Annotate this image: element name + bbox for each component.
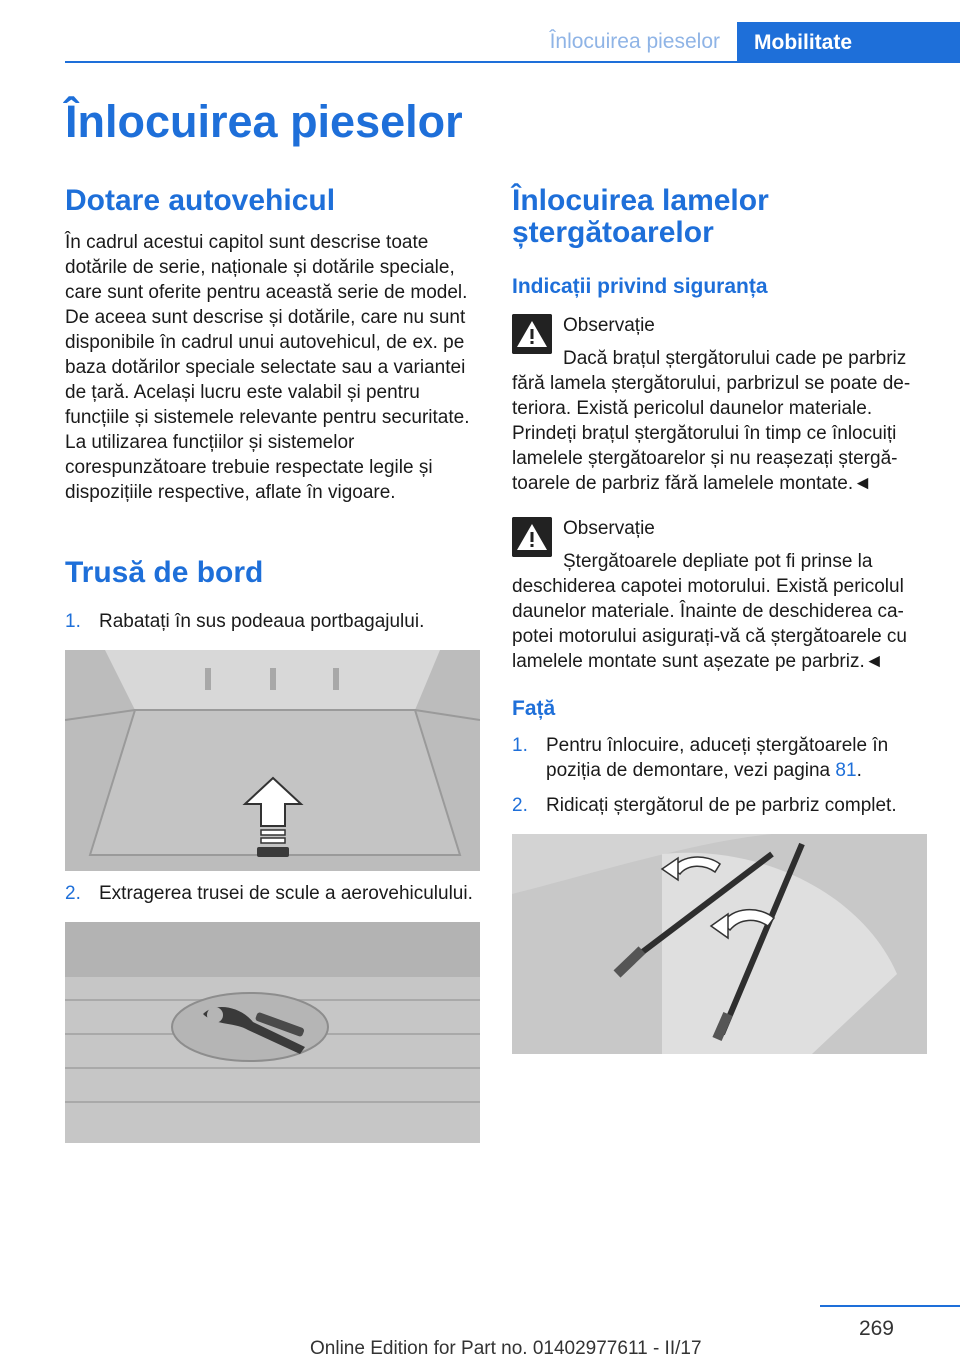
warning-block: [512, 313, 927, 496]
front-heading: Față: [512, 697, 556, 720]
page-link[interactable]: 81: [835, 760, 857, 781]
list-item: [65, 881, 480, 906]
page-title: Înlocuirea pieselor: [65, 96, 463, 147]
toolkit-image: [65, 922, 480, 1143]
toolkit-steps: [65, 609, 480, 634]
safety-heading: Indicații privind siguranța: [512, 275, 768, 298]
header-chapter-tab[interactable]: Mobilitate: [737, 22, 960, 62]
equipment-body: În cadrul acestui capitol sunt descrise toate dotările de serie, naționale și dotările speciale, care sunt oferite pentru această serie de model. De aceea sunt descrise și dotările, care nu sunt disponibile în cadrul unui autovehicul, de ex. pe baza dotărilor speciale selectate sau a variantei de țară. Același lucru este valabil și pentru funcțiile și sistemele relevante pentru securitate. La utilizarea funcțiilor și sistemelor corespunzătoare trebuie respectate legile și dispozițiile respective, aflate în vigoare.: [65, 232, 470, 503]
warning-icon: [512, 314, 552, 354]
list-number: 1.: [65, 611, 81, 632]
warning-title: Observație: [563, 518, 655, 539]
footer-rule: [820, 1305, 960, 1307]
list-number: 1.: [512, 735, 528, 756]
equipment-heading: Dotare autovehicul: [65, 184, 336, 217]
list-item: [65, 609, 480, 634]
left-column: [65, 180, 480, 1143]
list-number: 2.: [512, 795, 528, 816]
toolkit-steps-2: [65, 881, 480, 906]
trunk-floor-image: [65, 650, 480, 871]
front-steps: [512, 733, 927, 818]
header-section-label: Înlocuirea pieselor: [549, 30, 720, 53]
list-text: Ridicați ștergătorul de pe parbriz complet.: [546, 795, 897, 816]
warning-text: fără lamela ștergătorului, parbrizul se poate deteriora. Există pericolul daunelor materiale. Prindeți brațul ștergătorului în timp ce înlocuiți lamelele ștergătoarelor și nu reașezați ștergătoarele de parbriz fără lamelele montate.◄: [512, 373, 911, 494]
warning-text: deschiderea capotei motorului. Există pericolul daunelor materiale. Înainte de deschiderea capotei motorului asigurați-vă că ștergătoarele cu lamelele montate sunt așezate pe parbriz.◄: [512, 576, 907, 672]
list-text: Pentru înlocuire, aduceți ștergătoarele în poziția de demontare, vezi pagina: [546, 735, 889, 781]
page-number: 269: [858, 1317, 894, 1340]
warning-icon: [512, 517, 552, 557]
list-text: Rabatați în sus podeaua portbagajului.: [99, 611, 425, 632]
right-column: [512, 180, 927, 1054]
header-rule: [65, 61, 960, 63]
warning-title: Observație: [563, 315, 655, 336]
warning-lead: Ștergătoarele depliate pot fi prinse la: [563, 551, 873, 572]
footer-edition: Online Edition for Part no. 01402977611 - II/17: [310, 1338, 702, 1359]
toolkit-heading: Trusă de bord: [65, 556, 264, 589]
wiper-arms-image: [512, 834, 927, 1054]
list-text: Extragerea trusei de scule a aerovehiculului.: [99, 883, 473, 904]
list-text-tail: .: [856, 760, 862, 781]
list-number: 2.: [65, 883, 81, 904]
list-item: [512, 733, 927, 783]
wipers-heading: Înlocuirea lamelor ștergătoarelor: [512, 184, 769, 249]
warning-lead: Dacă brațul ștergătorului cade pe parbriz: [563, 348, 907, 369]
warning-block: [512, 516, 927, 674]
list-item: [512, 793, 927, 818]
